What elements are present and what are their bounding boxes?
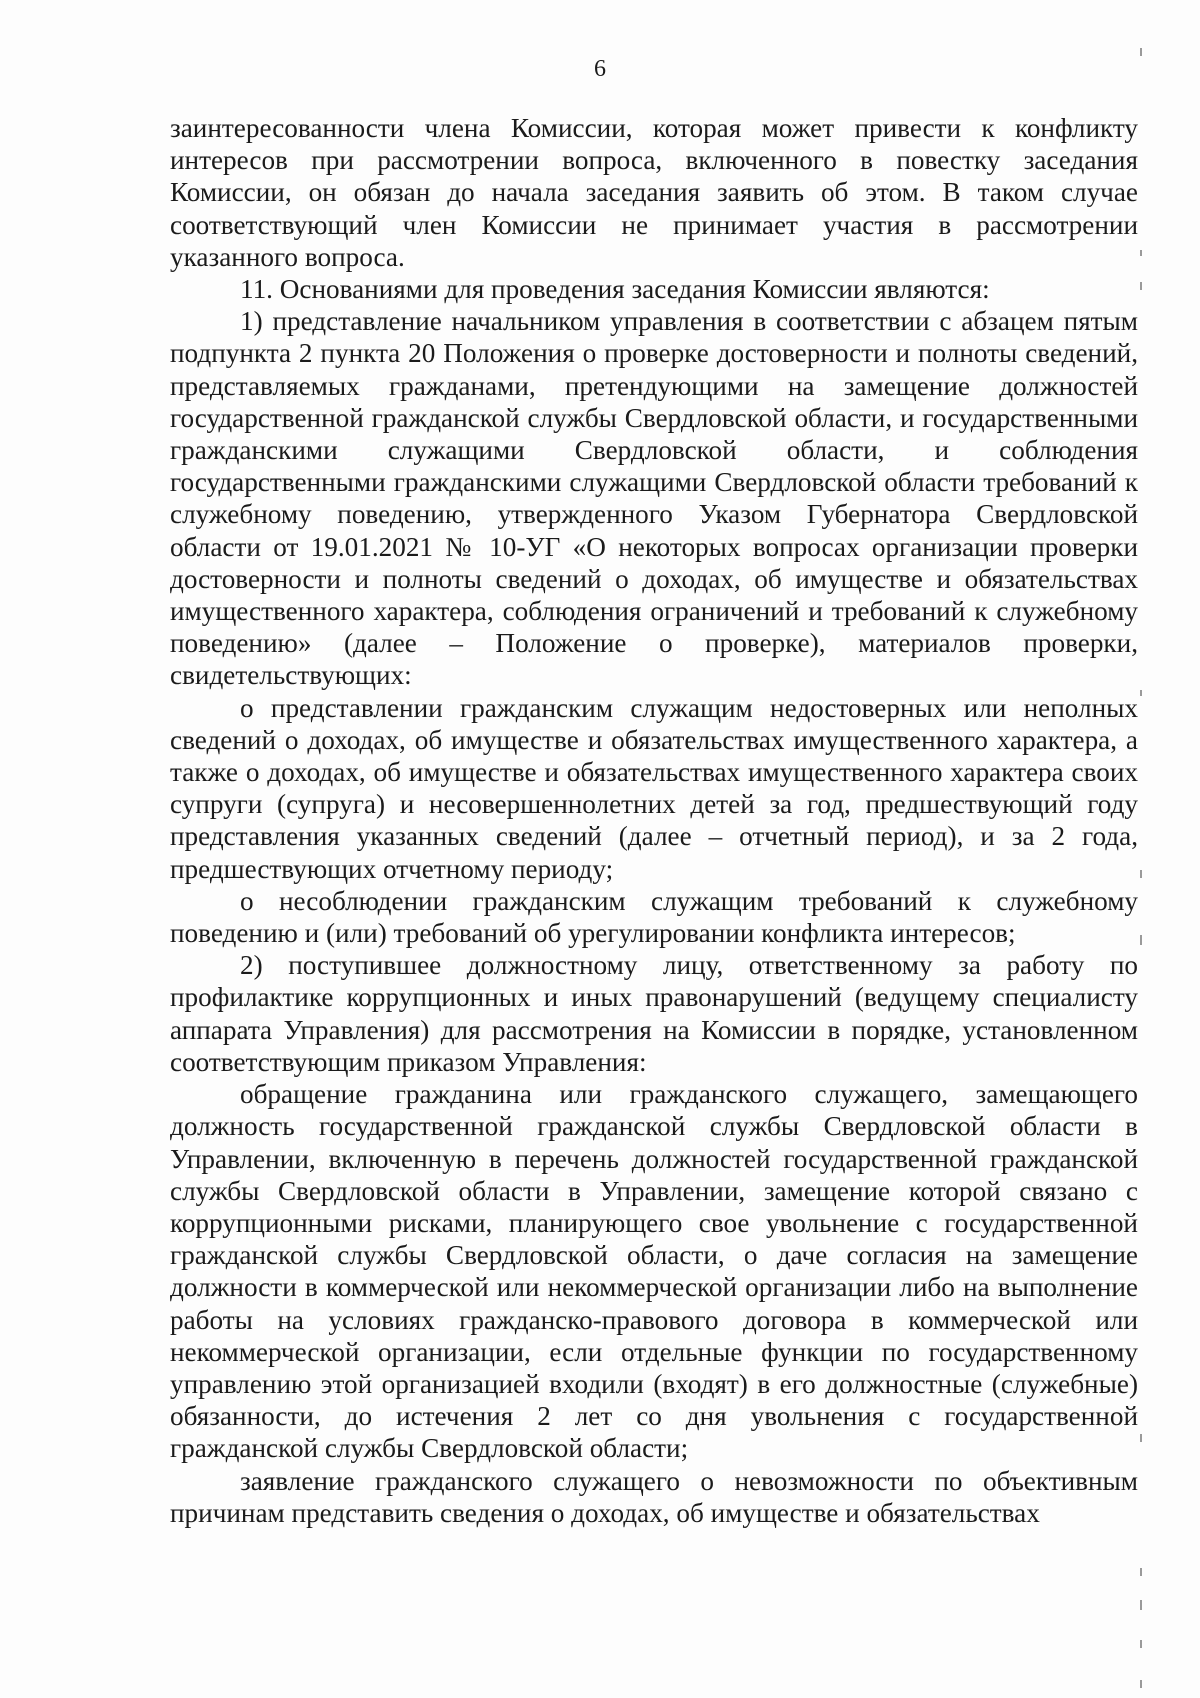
scan-mark: [1140, 48, 1142, 56]
scan-mark: [1140, 690, 1142, 696]
paragraph-subitem-2: 2) поступившее должностному лицу, ответственному за работу по профилактике коррупционных и иных правонарушений (ведущему специалисту аппарата Управления) для рассмотрения на Комиссии в порядке, установленном соответствующим приказом Управления:: [170, 950, 1138, 1077]
paragraph-item-11: 11. Основаниями для проведения заседания Комиссии являются:: [240, 274, 990, 305]
scan-mark: [1140, 1640, 1142, 1648]
paragraph-conduct-violation: о несоблюдении гражданским служащим требований к служебному поведению и (или) требований об урегулировании конфликта интересов;: [170, 885, 1138, 949]
document-body: [170, 112, 1138, 1529]
paragraph-subitem-1: 1) представление начальником управления в соответствии с абзацем пятым подпункта 2 пункта 20 Положения о проверке достоверности и полноты сведений, представляемых гражданами, претендующими на замещение должностей государственной гражданской службы Свердловской области, и государственными гражданскими служащими Свердловской области, и соблюдения государственными гражданскими служащими Свердловской области требований к служебному поведению, утвержденного Указом Губернатора Свердловской области от 19.01.2021 № 10-УГ «О некоторых вопросах организации проверки достоверности и полноты сведений о доходах, об имуществе и обязательствах имущественного характера, соблюдения ограничений и требований к служебному поведению» (далее – Положение о проверке), материалов проверки, свидетельствующих:: [170, 306, 1138, 691]
scan-mark: [1140, 1680, 1142, 1688]
paragraph-continuation: заинтересованности члена Комиссии, которая может привести к конфликту интересов при рассмотрении вопроса, включенного в повестку заседания Комиссии, он обязан до начала заседания заявить об этом. В таком случае соответствующий член Комиссии не принимает участия в рассмотрении указанного вопроса.: [170, 113, 1138, 272]
page-number: 6: [594, 56, 606, 82]
scan-mark: [1140, 1600, 1142, 1610]
paragraph-citizen-appeal: обращение гражданина или гражданского служащего, замещающего должность государственной гражданской службы Свердловской области в Управлении, включенную в перечень должностей государственной гражданской службы Свердловской области в Управлении, замещение которой связано с коррупционными рисками, планирующего свое увольнение с государственной гражданской службы Свердловской области, о даче согласия на замещение должности в коммерческой или некоммерческой организации либо на выполнение работы на условиях гражданско-правового договора в коммерческой или некоммерческой организации, если отдельные функции по государственному управлению этой организацией входили (входят) в его должностные (служебные) обязанности, до истечения 2 лет со дня увольнения с государственной гражданской службы Свердловской области;: [170, 1079, 1138, 1464]
scan-mark: [1140, 935, 1142, 945]
paragraph-false-information: о представлении гражданским служащим недостоверных или неполных сведений о доходах, об имуществе и обязательствах имущественного характера, а также о доходах, об имуществе и обязательствах имущественного характера своих супруги (супруга) и несовершеннолетних детей за год, предшествующий году представления указанных сведений (далее – отчетный период), и за 2 года, предшествующих отчетному периоду;: [170, 692, 1138, 884]
paragraph-employee-statement: заявление гражданского служащего о невозможности по объективным причинам представить сведения о доходах, об имуществе и обязательствах: [170, 1465, 1138, 1528]
scan-mark: [1140, 870, 1142, 878]
scan-mark: [1140, 282, 1142, 290]
scan-mark: [1140, 1568, 1142, 1576]
scan-mark: [1140, 1434, 1142, 1442]
scan-mark: [1140, 250, 1142, 256]
